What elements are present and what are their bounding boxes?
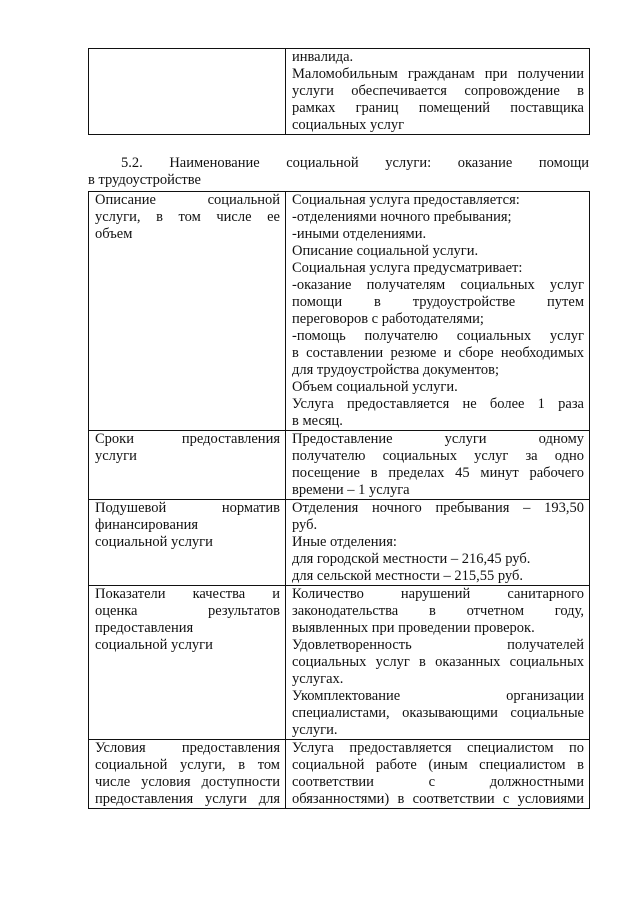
row-value-line: услугах.: [292, 671, 344, 687]
row-value-line: помощи в трудоустройстве путем: [292, 294, 584, 310]
row-value-line: переговоров с работодателями;: [292, 311, 484, 327]
row-label-line: социальной услуги: [95, 637, 213, 653]
table-row: [89, 192, 590, 431]
table-row: [89, 586, 590, 740]
section-heading-line: 5.2. Наименование социальной услуги: оказание помощи: [121, 155, 589, 171]
row-value-line: законодательства в отчетном году,: [292, 603, 584, 619]
row-label-cell: [89, 586, 286, 740]
row-value-line: -помощь получателю социальных услуг: [292, 328, 584, 344]
row-value-line: услуги.: [292, 722, 338, 738]
row-value-line: соответствии с должностными: [292, 774, 584, 790]
service-table: [88, 191, 590, 809]
row-value-line: социальной работе (иным специалистом в: [292, 757, 584, 773]
row-value-cell: [286, 431, 590, 500]
table-row: [89, 49, 590, 135]
row-value-line: Предоставление услуги одному: [292, 431, 584, 447]
cell-line: рамках границ помещений поставщика: [292, 100, 584, 116]
row-value-cell: [286, 740, 590, 809]
section-heading: [88, 155, 589, 189]
cell-line: услуги обеспечивается сопровождение в: [292, 83, 584, 99]
row-value-line: социальных услуг в оказанных социальных: [292, 654, 584, 670]
row-value-line: Услуга предоставляется специалистом по: [292, 740, 584, 756]
row-value-line: в составлении резюме и сборе необходимых: [292, 345, 584, 361]
row-label-line: предоставления услуги для: [95, 791, 280, 807]
row-label-line: числе условия доступности: [95, 774, 280, 790]
row-value-line: в месяц.: [292, 413, 343, 429]
row-value-line: Количество нарушений санитарного: [292, 586, 584, 602]
row-value-line: -оказание получателям социальных услуг: [292, 277, 584, 293]
row-value-line: Описание социальной услуги.: [292, 243, 479, 259]
continuation-table: [88, 48, 590, 135]
row-label-line: Условия предоставления: [95, 740, 280, 756]
row-label-line: социальной услуги, в том: [95, 757, 280, 773]
row-value-line: для городской местности – 216,45 руб.: [292, 551, 531, 567]
row-value-line: Объем социальной услуги.: [292, 379, 458, 395]
row-label-cell: [89, 500, 286, 586]
row-value-line: специалистами, оказывающими социальные: [292, 705, 584, 721]
row-value-line: Укомплектование организации: [292, 688, 584, 704]
row-value-line: -иными отделениями.: [292, 226, 427, 242]
cell-line: Маломобильным гражданам при получении: [292, 66, 584, 82]
row-value-line: Социальная услуга предусматривает:: [292, 260, 523, 276]
row-value-line: времени – 1 услуга: [292, 482, 410, 498]
row-label-cell: [89, 431, 286, 500]
row-label-cell: [89, 192, 286, 431]
row-value-line: обязанностями) в соответствии с условиями: [292, 791, 584, 807]
row-label-line: Подушевой норматив: [95, 500, 280, 516]
row-value-line: для сельской местности – 215,55 руб.: [292, 568, 523, 584]
row-value-line: Социальная услуга предоставляется:: [292, 192, 520, 208]
table-row: [89, 431, 590, 500]
row-label-line: Сроки предоставления: [95, 431, 280, 447]
row-value-cell: [286, 586, 590, 740]
right-cell: [286, 49, 590, 135]
row-value-cell: [286, 192, 590, 431]
row-value-line: выявленных при проведении проверок.: [292, 620, 535, 636]
row-value-cell: [286, 500, 590, 586]
row-value-line: для трудоустройства документов;: [292, 362, 500, 378]
row-value-line: Иные отделения:: [292, 534, 397, 550]
table-row: [89, 740, 590, 809]
row-label-line: оценка результатов: [95, 603, 280, 619]
row-value-line: Услуга предоставляется не более 1 раза: [292, 396, 584, 412]
row-label-line: финансирования: [95, 517, 199, 533]
row-label-line: объем: [95, 226, 133, 242]
row-label-cell: [89, 740, 286, 809]
row-label-line: предоставления: [95, 620, 194, 636]
row-label-line: Показатели качества и: [95, 586, 280, 602]
row-value-line: посещение в пределах 45 минут рабочего: [292, 465, 584, 481]
row-label-line: услуги, в том числе ее: [95, 209, 280, 225]
section-heading-line: в трудоустройстве: [88, 172, 201, 188]
row-label-line: услуги: [95, 448, 137, 464]
row-value-line: Отделения ночного пребывания – 193,50: [292, 500, 584, 516]
row-value-line: Удовлетворенность получателей: [292, 637, 584, 653]
row-label-line: Описание социальной: [95, 192, 280, 208]
row-value-line: -отделениями ночного пребывания;: [292, 209, 512, 225]
table-row: [89, 500, 590, 586]
cell-line: инвалида.: [292, 49, 354, 65]
left-cell: [89, 49, 286, 135]
row-label-line: социальной услуги: [95, 534, 213, 550]
cell-line: социальных услуг: [292, 117, 405, 133]
row-value-line: руб.: [292, 517, 318, 533]
row-value-line: получателю социальных услуг за одно: [292, 448, 584, 464]
